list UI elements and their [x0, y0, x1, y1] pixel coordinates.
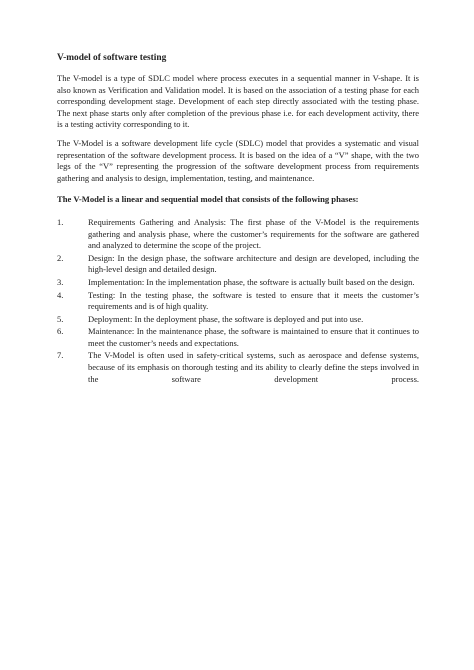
list-item-text: Maintenance: In the maintenance phase, the software is maintained to ensure that it continues to meet the customer’s needs and expectations. — [88, 326, 419, 348]
list-item-text: Requirements Gathering and Analysis: The first phase of the V-Model is the requirements gathering and analysis phase, where the customer’s requirements for the software are gathered and analyzed to determine the scope of the project. — [88, 216, 419, 251]
list-item-number: 6. — [57, 326, 64, 337]
list-item — [57, 277, 419, 289]
list-item — [57, 350, 419, 385]
list-item — [57, 314, 419, 326]
description-paragraph: The V-Model is a software development life cycle (SDLC) model that provides a systematic and visual representation of the software development process. It is based on the idea of a “V” shape, with the two legs of the “V” representing the progression of the software development process from requirements gathering and analysis to design, implementation, testing, and maintenance. — [57, 137, 419, 183]
list-item-text: The V-Model is often used in safety-critical systems, such as aerospace and defense systems, because of its emphasis on thorough testing and its ability to clearly define the steps involved in the software development process. — [88, 350, 419, 384]
list-item — [57, 217, 419, 252]
document-title: V-model of software testing — [57, 53, 167, 63]
phases-heading: The V-Model is a linear and sequential model that consists of the following phases: — [57, 194, 359, 205]
list-item — [57, 290, 419, 313]
list-item-number: 5. — [57, 313, 64, 324]
list-item-number: 7. — [57, 350, 64, 361]
list-item-number: 3. — [57, 276, 64, 287]
phases-list — [57, 217, 419, 385]
intro-paragraph: The V-model is a type of SDLC model where process executes in a sequential manner in V-shape. It is also known as Verification and Validation model. It is based on the association of a testing phase for each corresponding development stage. Development of each step directly associated with the testing phase. The next phase starts only after completion of the previous phase i.e. for each development activity, there is a testing activity corresponding to it. — [57, 73, 419, 130]
list-item-number: 2. — [57, 252, 64, 263]
list-item-text: Implementation: In the implementation phase, the software is actually built based on the design. — [88, 276, 415, 287]
list-item — [57, 253, 419, 276]
list-item-number: 1. — [57, 216, 64, 227]
list-item — [57, 326, 419, 349]
list-item-number: 4. — [57, 289, 64, 300]
document-body — [57, 52, 419, 386]
list-item-text: Design: In the design phase, the software architecture and design are developed, including the high-level design and detailed design. — [88, 252, 419, 275]
list-item-text: Deployment: In the deployment phase, the software is deployed and put into use. — [88, 313, 364, 324]
list-item-text: Testing: In the testing phase, the software is tested to ensure that it meets the customer’s requirements and is of high quality. — [88, 289, 419, 312]
